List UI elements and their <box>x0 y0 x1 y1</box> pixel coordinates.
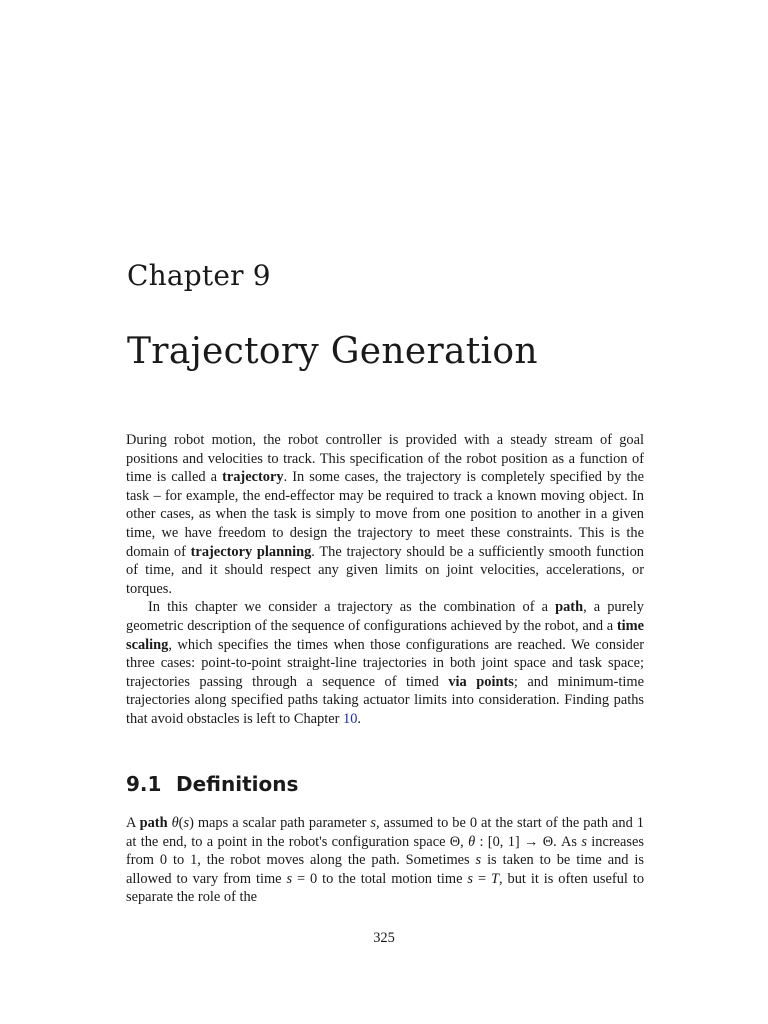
chapter-title: Trajectory Generation <box>127 331 538 372</box>
definitions-text <box>126 814 644 907</box>
text-run: , assumed to be 0 at the start of the path and 1 at the end, to a point in the robot's configuration space Θ, <box>126 815 644 850</box>
text-run: In this chapter we consider a trajectory as the combination of a <box>148 599 556 616</box>
chapter-label: Chapter 9 <box>127 259 271 292</box>
bold-term: trajectory <box>222 469 284 486</box>
bold-term: path <box>139 815 168 831</box>
math-symbol: s <box>581 833 587 850</box>
text-run: = <box>473 870 491 887</box>
bold-term: trajectory planning <box>190 543 312 560</box>
text-run: = 0 to the total motion time <box>292 870 468 887</box>
math-symbol: s <box>475 852 482 869</box>
math-symbol: s <box>467 870 474 887</box>
definitions-paragraph-1 <box>126 814 644 907</box>
math-symbol: T <box>490 870 499 887</box>
text-run: , a purely geometric description of the sequence of configurations achieved by the robot, and a <box>126 599 644 634</box>
text-run: A <box>126 815 140 831</box>
text-run: ; and minimum-time trajectories along specified paths taking actuator limits into consideration. Finding paths that avoid obstacles is left to Chapter <box>126 673 644 727</box>
text-run: . <box>357 710 362 727</box>
page-number: 325 <box>373 930 395 946</box>
text-run: During robot motion, the robot controller is provided with a steady stream of goal positions and velocities to track. This specification of the robot position as a function of time is called a <box>126 432 644 486</box>
section-number: 9.1 <box>126 772 162 796</box>
text-run: , but it is often useful to separate the role of the <box>126 870 645 906</box>
math-symbol: s <box>183 815 190 831</box>
bold-term: time scaling <box>126 617 644 653</box>
intro-text <box>126 431 644 729</box>
bold-term: via points <box>448 673 514 690</box>
text-run: , which specifies the times when those configurations are reached. We consider three cases: point-to-point straight-line trajectories in both joint space and task space; trajectories passing through a sequence of timed <box>126 636 644 690</box>
section-title: Definitions <box>176 772 299 796</box>
chapter-link[interactable]: 10 <box>343 710 358 727</box>
math-symbol: θ <box>468 833 476 850</box>
section-heading <box>126 770 298 798</box>
text-run: . The trajectory should be a sufficiently smooth function of time, and it should respect any given limits on joint velocities, accelerations, or torques. <box>126 543 644 597</box>
text-run: . In some cases, the trajectory is completely specified by the task – for example, the end-effector may be required to track a known moving object. In other cases, as when the task is simply to move from one position to another in a given time, we have freedom to design the trajectory to meet these constraints. This is the domain of <box>126 469 644 560</box>
math-symbol: θ <box>171 815 179 831</box>
text-run: is taken to be time and is allowed to vary from time <box>126 852 644 887</box>
text-run: : [0, 1] → Θ. As <box>475 833 582 850</box>
bold-term: path <box>555 599 584 616</box>
math-symbol: s <box>370 815 376 831</box>
text-run: increases from 0 to 1, the robot moves along the path. Sometimes <box>126 833 644 869</box>
text-run: ( <box>178 815 184 831</box>
intro-paragraph-2 <box>126 598 644 728</box>
math-symbol: s <box>286 870 293 887</box>
intro-paragraph-1 <box>126 431 644 598</box>
text-run: ) maps a scalar path parameter <box>189 815 371 831</box>
